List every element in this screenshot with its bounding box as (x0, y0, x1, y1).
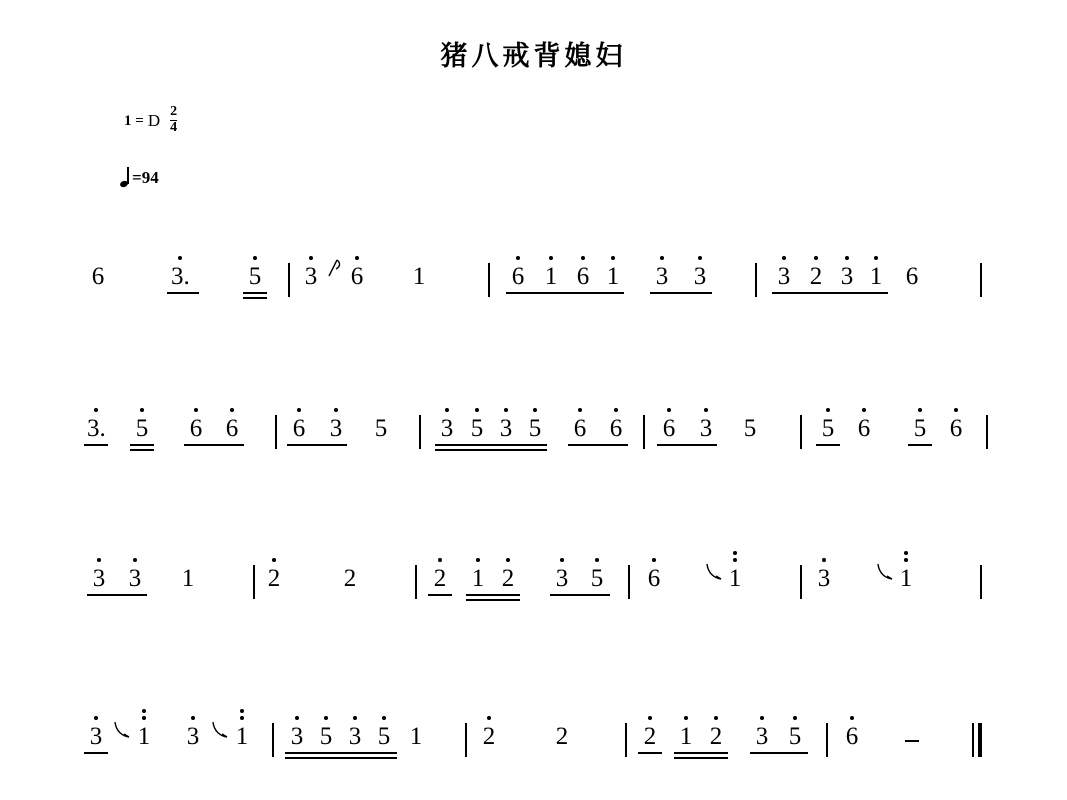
beam (287, 444, 347, 446)
barline (643, 415, 645, 449)
music-row-2 (0, 402, 1067, 492)
beam (167, 292, 199, 294)
note: 3 (697, 416, 715, 441)
note: 6 (223, 416, 241, 441)
note: 6 (905, 263, 919, 290)
note: 5 (468, 416, 486, 441)
octave-dot-icon (704, 408, 708, 412)
note: 6 (574, 264, 592, 289)
beam (466, 594, 520, 596)
note: 3 (87, 724, 105, 749)
note: 6 (187, 416, 205, 441)
beam (674, 752, 728, 754)
octave-dot-icon (845, 256, 849, 260)
note: 2 (265, 566, 283, 591)
note: 6 (660, 416, 678, 441)
beam (243, 297, 267, 299)
note: 2 (555, 723, 569, 750)
beam (130, 444, 154, 446)
note: 6 (571, 416, 589, 441)
music-row-3 (0, 552, 1067, 642)
note: 3 (753, 724, 771, 749)
note: 3 (553, 566, 571, 591)
beam (816, 444, 840, 446)
time-signature-denominator: 4 (170, 119, 178, 135)
note: 3 (691, 264, 709, 289)
note: 6 (91, 263, 105, 290)
beam (650, 292, 712, 294)
barline (253, 565, 255, 599)
octave-dot-icon (355, 256, 359, 260)
barline (625, 723, 627, 757)
beam (674, 757, 728, 759)
barline (755, 263, 757, 297)
octave-dot-icon (698, 256, 702, 260)
grace-note-slide-icon (211, 718, 233, 744)
barline (465, 723, 467, 757)
beam (285, 752, 397, 754)
beam (243, 292, 267, 294)
beam (285, 757, 397, 759)
note: 3 (438, 416, 456, 441)
barline (986, 415, 988, 449)
barline (275, 415, 277, 449)
note: 6 (947, 416, 965, 441)
octave-dot-icon (862, 408, 866, 412)
octave-dot-icon (782, 256, 786, 260)
octave-dot-icon (578, 408, 582, 412)
note: 3 (815, 566, 833, 591)
octave-dot-icon (826, 408, 830, 412)
note: 5 (133, 416, 151, 441)
note: 3 (184, 724, 202, 749)
key-signature (124, 106, 177, 136)
note: 1 (897, 566, 915, 591)
octave-dot-icon (684, 716, 688, 720)
note: 5 (588, 566, 606, 591)
prolong-dash (905, 740, 919, 742)
note: 1 (233, 724, 251, 749)
octave-dot-icon (560, 558, 564, 562)
barline (415, 565, 417, 599)
note: 1 (542, 264, 560, 289)
beam (428, 594, 452, 596)
note: 6 (855, 416, 873, 441)
note: 2 (480, 724, 498, 749)
octave-dot-icon (954, 408, 958, 412)
octave-dot-icon (438, 558, 442, 562)
beam (87, 594, 147, 596)
octave-dot-icon (297, 408, 301, 412)
barline (826, 723, 828, 757)
octave-dot-icon (309, 256, 313, 260)
beam (466, 599, 520, 601)
note: 1 (181, 565, 195, 592)
note: 2 (343, 565, 357, 592)
note: 3. (171, 264, 189, 289)
note: 6 (607, 416, 625, 441)
note: 1 (867, 264, 885, 289)
note: 2 (641, 724, 659, 749)
beam (750, 752, 808, 754)
barline (800, 565, 802, 599)
octave-dot-icon (240, 716, 244, 720)
octave-dot-icon (904, 551, 908, 555)
note: 1 (135, 724, 153, 749)
octave-dot-icon (516, 256, 520, 260)
barline (980, 565, 982, 599)
barline (980, 263, 982, 297)
beam (84, 752, 108, 754)
note: 2 (499, 566, 517, 591)
note: 1 (469, 566, 487, 591)
key-signature-key: D (147, 111, 161, 131)
octave-dot-icon (760, 716, 764, 720)
octave-dot-icon (549, 256, 553, 260)
music-row-4 (0, 710, 1067, 800)
barline (419, 415, 421, 449)
octave-dot-icon (874, 256, 878, 260)
octave-dot-icon (506, 558, 510, 562)
note: 3 (775, 264, 793, 289)
grace-note-slide-icon (113, 718, 135, 744)
note: 1 (409, 723, 423, 750)
note: 2 (707, 724, 725, 749)
grace-note-slide-icon (705, 560, 727, 586)
beam (435, 449, 547, 451)
note: 3. (87, 416, 105, 441)
octave-dot-icon (97, 558, 101, 562)
octave-dot-icon (667, 408, 671, 412)
octave-dot-icon (142, 709, 146, 713)
tempo-equals: = (132, 168, 142, 187)
note: 3 (90, 566, 108, 591)
octave-dot-icon (230, 408, 234, 412)
tempo-bpm: 94 (141, 168, 159, 187)
note: 3 (288, 724, 306, 749)
octave-dot-icon (475, 408, 479, 412)
note: 3 (346, 724, 364, 749)
octave-dot-icon (445, 408, 449, 412)
octave-dot-icon (142, 716, 146, 720)
note: 1 (604, 264, 622, 289)
octave-dot-icon (850, 716, 854, 720)
note: 1 (677, 724, 695, 749)
note: 5 (375, 724, 393, 749)
octave-dot-icon (581, 256, 585, 260)
note: 3 (497, 416, 515, 441)
octave-dot-icon (94, 408, 98, 412)
octave-dot-icon (191, 716, 195, 720)
note: 3 (302, 264, 320, 289)
octave-dot-icon (487, 716, 491, 720)
barline (488, 263, 490, 297)
octave-dot-icon (652, 558, 656, 562)
note: 6 (348, 264, 366, 289)
octave-dot-icon (714, 716, 718, 720)
grace-note-flag-icon (326, 256, 344, 278)
beam (550, 594, 610, 596)
octave-dot-icon (918, 408, 922, 412)
note: 5 (374, 415, 388, 442)
octave-dot-icon (793, 716, 797, 720)
note: 6 (843, 724, 861, 749)
octave-dot-icon (733, 558, 737, 562)
note: 5 (526, 416, 544, 441)
beam (908, 444, 932, 446)
time-signature (170, 105, 177, 135)
octave-dot-icon (94, 716, 98, 720)
page-title: 猪八戒背媳妇 (440, 41, 627, 72)
octave-dot-icon (178, 256, 182, 260)
octave-dot-icon (334, 408, 338, 412)
octave-dot-icon (324, 716, 328, 720)
note: 1 (412, 263, 426, 290)
note: 5 (743, 415, 757, 442)
key-signature-prefix: 1 = (124, 112, 144, 129)
note: 1 (726, 566, 744, 591)
octave-dot-icon (814, 256, 818, 260)
beam (130, 449, 154, 451)
octave-dot-icon (822, 558, 826, 562)
octave-dot-icon (648, 716, 652, 720)
beam (638, 752, 662, 754)
barline (628, 565, 630, 599)
octave-dot-icon (660, 256, 664, 260)
octave-dot-icon (353, 716, 357, 720)
note: 2 (807, 264, 825, 289)
grace-note-slide-icon (876, 560, 898, 586)
note: 3 (126, 566, 144, 591)
note: 5 (246, 264, 264, 289)
beam (184, 444, 244, 446)
note: 6 (509, 264, 527, 289)
barline (288, 263, 290, 297)
note: 6 (290, 416, 308, 441)
octave-dot-icon (533, 408, 537, 412)
octave-dot-icon (295, 716, 299, 720)
octave-dot-icon (476, 558, 480, 562)
barline (272, 723, 274, 757)
octave-dot-icon (253, 256, 257, 260)
barline (800, 415, 802, 449)
beam (772, 292, 888, 294)
note: 3 (653, 264, 671, 289)
beam (506, 292, 624, 294)
octave-dot-icon (611, 256, 615, 260)
note: 5 (819, 416, 837, 441)
octave-dot-icon (382, 716, 386, 720)
note: 6 (645, 566, 663, 591)
quarter-note-icon (120, 168, 130, 188)
note: 3 (327, 416, 345, 441)
note: 2 (431, 566, 449, 591)
octave-dot-icon (504, 408, 508, 412)
octave-dot-icon (240, 709, 244, 713)
note: 5 (317, 724, 335, 749)
note: 5 (911, 416, 929, 441)
beam (657, 444, 717, 446)
note: 5 (786, 724, 804, 749)
octave-dot-icon (133, 558, 137, 562)
octave-dot-icon (614, 408, 618, 412)
music-row-1 (0, 250, 1067, 340)
octave-dot-icon (272, 558, 276, 562)
octave-dot-icon (595, 558, 599, 562)
time-signature-numerator: 2 (170, 104, 178, 119)
beam (568, 444, 628, 446)
octave-dot-icon (733, 551, 737, 555)
octave-dot-icon (904, 558, 908, 562)
octave-dot-icon (194, 408, 198, 412)
tempo-marking (120, 168, 159, 188)
octave-dot-icon (140, 408, 144, 412)
note: 3 (838, 264, 856, 289)
beam (84, 444, 108, 446)
beam (435, 444, 547, 446)
